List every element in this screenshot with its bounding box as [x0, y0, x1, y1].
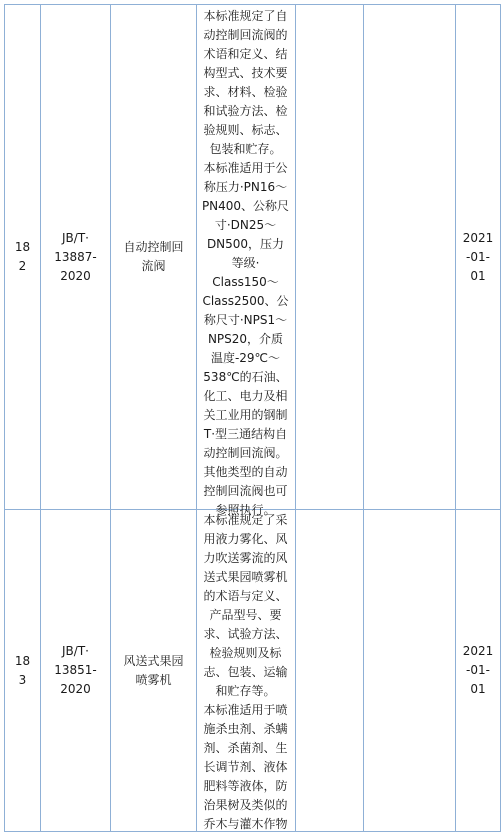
description-line: 包装和贮存。 [209, 142, 282, 156]
standard-name-line: 喷雾机 [135, 672, 172, 687]
description-line: 动控制回流阀的 [203, 28, 288, 42]
description-line: 送式果园喷雾机 [203, 570, 288, 584]
description-line: 称压力·PN16～ [203, 180, 288, 194]
date-line: 2021 [462, 230, 494, 245]
date-line: 01 [470, 268, 486, 283]
standard-name-line: 自动控制回 [123, 240, 184, 254]
description-line: 和试验方法、检 [203, 104, 288, 118]
description-line: 志、包装、运输 [203, 665, 288, 679]
description-line: NPS20，介质 [207, 332, 284, 346]
standard-code-cell [41, 5, 110, 509]
description-line: 力吹送雾流的风 [203, 551, 288, 565]
description-line: 温度-29℃～ [210, 351, 281, 365]
description-line: 求、材料、检验 [203, 85, 288, 99]
standard-name-cell [111, 510, 196, 831]
description-line: 乔木与灌木作物 [203, 817, 288, 831]
description-line: 本标准规定了自 [203, 9, 288, 23]
standard-description-cell [197, 511, 294, 834]
standard-code-line: 13851- [54, 663, 97, 677]
description-line: 参照执行。 [215, 503, 276, 517]
description-line: 控制回流阀也可 [203, 484, 288, 498]
description-line: 本标准适用于公 [203, 161, 288, 175]
implementation-date-cell [456, 510, 500, 831]
description-line: 治果树及类似的 [203, 798, 288, 812]
description-line: Class150～ [212, 275, 279, 289]
description-line: 术语和定义、结 [203, 47, 288, 61]
standard-description-cell [197, 7, 294, 520]
standard-code-line: 2020 [60, 268, 91, 283]
description-line: 本标准规定了采 [203, 513, 288, 527]
standard-code-line: 2020 [60, 682, 91, 696]
description-line: 化工、电力及相 [203, 389, 288, 403]
description-line: 长调节剂、液体 [203, 760, 288, 774]
row-number-cell [5, 510, 40, 831]
empty-cell [364, 5, 455, 509]
standard-code-line: JB/T· [62, 230, 89, 245]
description-line: 构型式、技术要 [203, 66, 288, 80]
row-number-line: 18 [14, 240, 31, 254]
row-number-cell [5, 5, 40, 509]
description-line: 关工业用的钢制 [203, 408, 288, 422]
description-line: 寸·DN25～ [214, 218, 277, 232]
description-line: 施杀虫剂、杀螨 [203, 722, 288, 736]
date-line: -01- [466, 249, 490, 264]
empty-cell [296, 510, 363, 831]
standard-name-cell [111, 5, 196, 509]
description-line: T·型三通结构自 [203, 427, 288, 441]
standard-name-line: 流阀 [141, 259, 166, 273]
description-line: 的术语与定义、 [203, 589, 288, 603]
row-number-line: 18 [14, 653, 31, 668]
description-line: 检验规则及标 [209, 646, 282, 660]
description-line: 产品型号、要 [209, 608, 282, 622]
description-line: Class2500、公 [202, 294, 289, 308]
description-line: 求、试验方法、 [203, 627, 288, 641]
description-line: 动控制回流阀。 [203, 446, 288, 460]
description-line: 和贮存等。 [215, 684, 276, 698]
description-line: 用液力雾化、风 [203, 532, 288, 546]
description-line: 其他类型的自动 [203, 465, 288, 479]
row-number-line: 3 [18, 672, 27, 687]
standard-code-line: 13887- [54, 249, 97, 264]
description-line: DN500，压力 [206, 237, 285, 251]
description-line: 本标准适用于喷 [203, 703, 288, 717]
empty-cell [296, 5, 363, 509]
standard-name-line: 风送式果园 [123, 653, 184, 668]
description-line: 肥料等液体，防 [203, 779, 288, 793]
row-number-line: 2 [18, 259, 27, 273]
description-line: 称尺寸·NPS1～ [203, 313, 288, 327]
description-line: PN400、公称尺 [201, 199, 290, 213]
description-line: 验规则、标志、 [203, 123, 288, 137]
description-line: 剂、杀菌剂、生 [203, 741, 288, 755]
description-line: 等级· [231, 256, 260, 270]
date-line: 2021 [462, 644, 494, 658]
implementation-date-cell [456, 5, 500, 509]
standard-code-cell [41, 510, 110, 831]
date-line: -01- [466, 663, 490, 677]
standard-code-line: JB/T· [62, 644, 89, 658]
date-line: 01 [470, 682, 486, 696]
table-border [500, 4, 501, 832]
empty-cell [364, 510, 455, 831]
description-line: 538℃的石油、 [203, 370, 288, 384]
